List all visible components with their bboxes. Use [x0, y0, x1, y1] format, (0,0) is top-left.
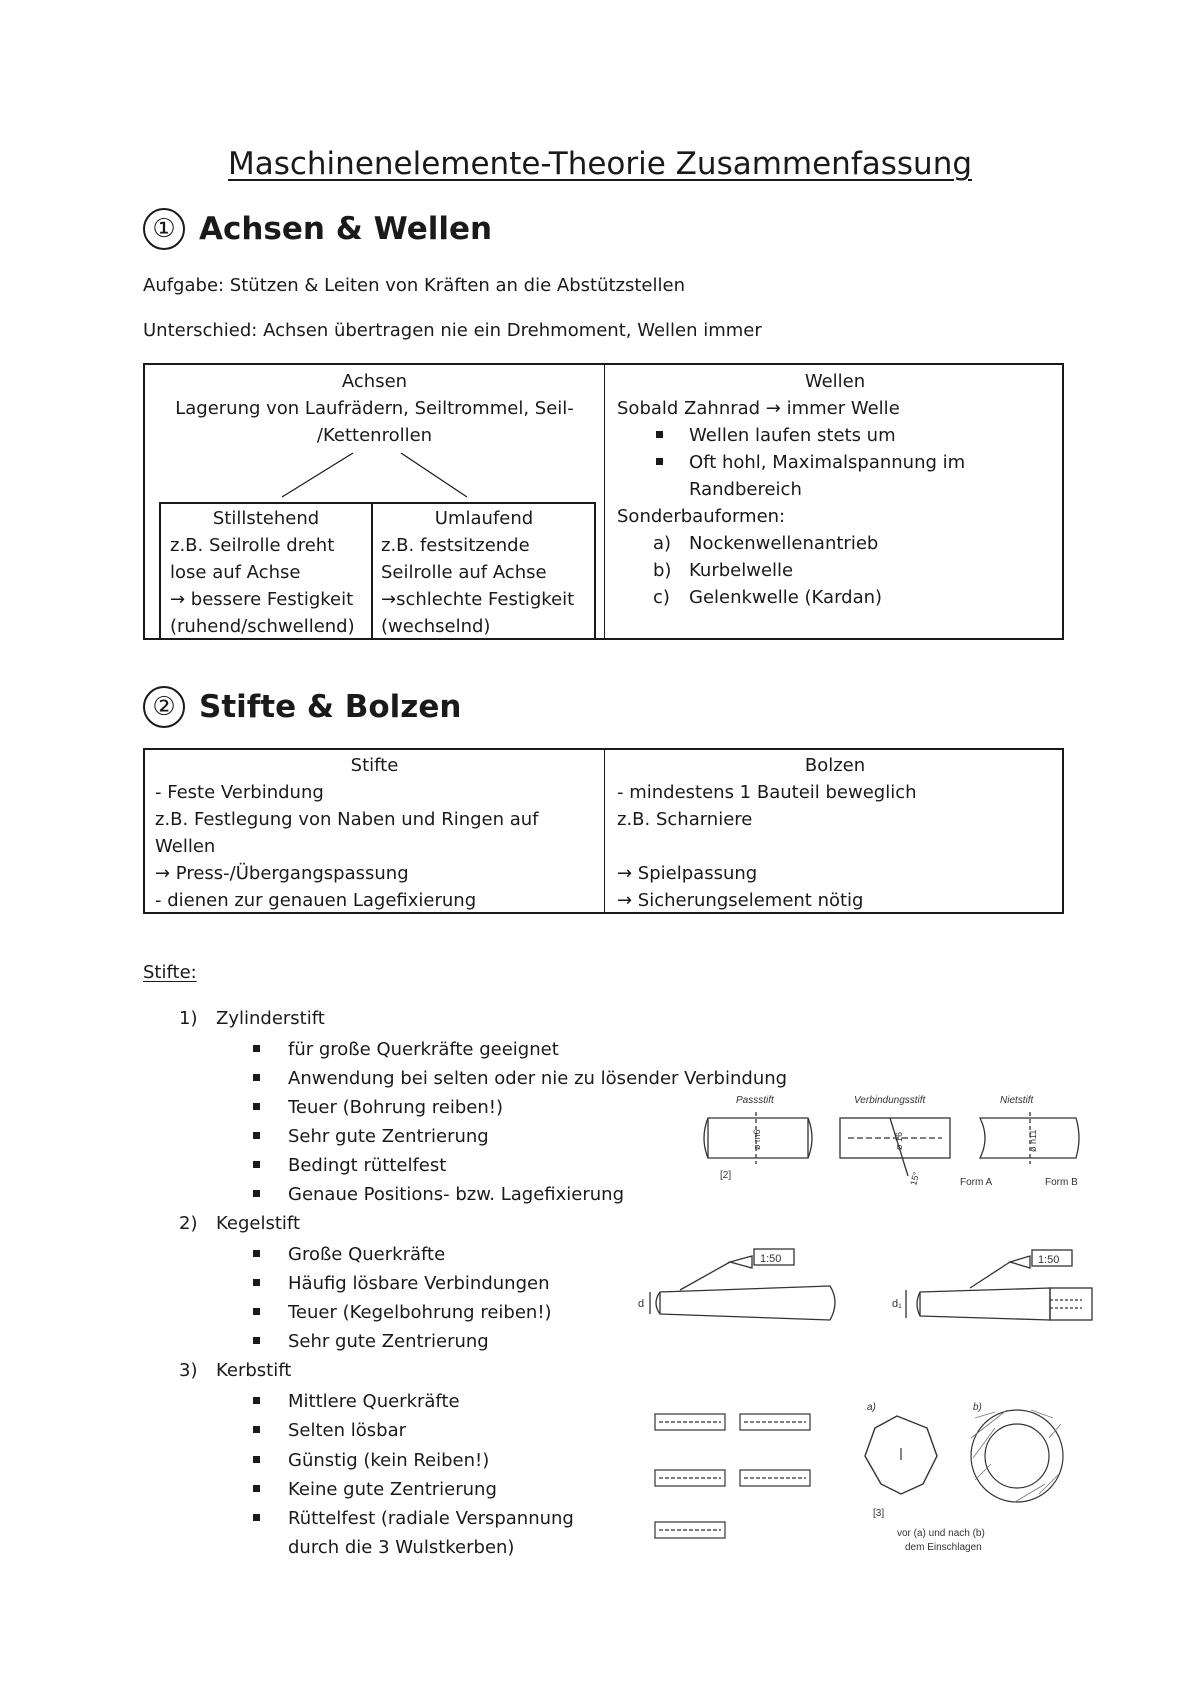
wellen-header: Wellen — [804, 371, 866, 392]
wellen-bullet: Wellen laufen stets um — [689, 425, 896, 446]
bolzen-line: z.B. Scharniere — [617, 809, 753, 830]
bullet-icon — [253, 1308, 260, 1315]
bullet-icon — [253, 1132, 260, 1139]
taper-label: 1:50 — [1038, 1254, 1060, 1266]
list-item: Mittlere Querkräfte — [288, 1391, 460, 1412]
figure-label: Passstift — [736, 1095, 774, 1106]
kegelstift-figure — [620, 1240, 1100, 1330]
figure-caption: dem Einschlagen — [905, 1542, 982, 1553]
stillstehend-line: lose auf Achse — [170, 562, 301, 583]
achsen-line: Lagerung von Laufrädern, Seiltrommel, Seil- — [175, 398, 574, 419]
page-title: Maschinenelemente-Theorie Zusammenfassung — [227, 146, 973, 182]
umlaufend-line: →schlechte Festigkeit — [381, 589, 575, 610]
figure-label: 15° — [908, 1170, 922, 1187]
bullet-icon — [253, 1161, 260, 1168]
sonder-item-label: a) — [653, 533, 672, 554]
bullet-icon — [253, 1337, 260, 1344]
list-item: Genaue Positions- bzw. Lagefixierung — [288, 1184, 624, 1205]
stifte-subheading: Stifte: — [143, 962, 197, 983]
achsen-wellen-table — [143, 363, 1064, 640]
stifte-line: - Feste Verbindung — [155, 782, 324, 803]
sonder-item-label: c) — [653, 587, 670, 608]
umlaufend-line: Seilrolle auf Achse — [381, 562, 547, 583]
sonderbauformen-label: Sonderbauformen: — [617, 506, 786, 527]
table-divider — [604, 750, 605, 912]
sonder-item-text: Kurbelwelle — [689, 560, 794, 581]
sonder-item-text: Gelenkwelle (Kardan) — [689, 587, 883, 608]
bolzen-header: Bolzen — [804, 755, 866, 776]
figure-label: Form B — [1045, 1177, 1078, 1188]
achsen-line: /Kettenrollen — [316, 425, 433, 446]
bullet-icon — [656, 458, 663, 465]
section-heading-stifte-bolzen — [143, 686, 461, 728]
stillstehend-line: → bessere Festigkeit — [170, 589, 354, 610]
list-item: Günstig (kein Reiben!) — [288, 1450, 490, 1471]
figure-label: a) — [867, 1402, 876, 1413]
list-item: Große Querkräfte — [288, 1244, 446, 1265]
stillstehend-header: Stillstehend — [212, 508, 320, 529]
stifte-line: z.B. Festlegung von Naben und Ringen auf — [155, 809, 539, 830]
figure-label: Nietstift — [1000, 1095, 1034, 1106]
list-item: Selten lösbar — [288, 1420, 407, 1441]
figure-ref: [3] — [873, 1508, 885, 1519]
umlaufend-line: z.B. festsitzende — [381, 535, 530, 556]
figure-caption: vor (a) und nach (b) — [897, 1528, 985, 1539]
list-number: 2) — [179, 1213, 198, 1234]
figure-label: ø 16 — [894, 1131, 904, 1150]
list-item: Sehr gute Zentrierung — [288, 1331, 489, 1352]
section-number: ② — [143, 686, 185, 728]
kerbstift-figure — [635, 1398, 1085, 1563]
figure-ref: [2] — [720, 1170, 732, 1181]
bullet-icon — [253, 1250, 260, 1257]
bullet-icon — [253, 1074, 260, 1081]
list-item: Keine gute Zentrierung — [288, 1479, 497, 1500]
list-item: Bedingt rüttelfest — [288, 1155, 447, 1176]
stift-name: Zylinderstift — [216, 1008, 325, 1029]
stifte-bolzen-table — [143, 748, 1064, 914]
bullet-icon — [253, 1103, 260, 1110]
stifte-header: Stifte — [350, 755, 399, 776]
list-item: für große Querkräfte geeignet — [288, 1039, 559, 1060]
list-item: Sehr gute Zentrierung — [288, 1126, 489, 1147]
unterschied-text: Unterschied: Achsen übertragen nie ein Drehmoment, Wellen immer — [143, 320, 762, 341]
achsen-subtable — [159, 502, 596, 640]
table-divider — [604, 365, 605, 638]
umlaufend-line: (wechselnd) — [381, 616, 491, 637]
bolzen-line: - mindestens 1 Bauteil beweglich — [617, 782, 917, 803]
wellen-bullet: Oft hohl, Maximalspannung im — [689, 452, 966, 473]
list-item: Rüttelfest (radiale Verspannung — [288, 1508, 574, 1529]
list-item: Anwendung bei selten oder nie zu lösender Verbindung — [288, 1068, 788, 1089]
dimension-label: d₁ — [892, 1298, 902, 1310]
figure-label: b) — [973, 1402, 982, 1413]
bullet-icon — [253, 1456, 260, 1463]
list-item: Häufig lösbare Verbindungen — [288, 1273, 550, 1294]
bullet-icon — [253, 1279, 260, 1286]
bullet-icon — [253, 1190, 260, 1197]
bullet-icon — [253, 1397, 260, 1404]
aufgabe-text: Aufgabe: Stützen & Leiten von Kräften an die Abstützstellen — [143, 275, 685, 296]
taper-label: 1:50 — [760, 1253, 782, 1265]
stifte-line: - dienen zur genauen Lagefixierung — [155, 890, 477, 911]
list-item: Teuer (Kegelbohrung reiben!) — [288, 1302, 552, 1323]
section-heading-achsen-wellen — [143, 208, 492, 250]
stillstehend-line: z.B. Seilrolle dreht — [170, 535, 335, 556]
figure-label: ø m6 — [752, 1129, 762, 1150]
list-item: Teuer (Bohrung reiben!) — [288, 1097, 503, 1118]
stillstehend-line: (ruhend/schwellend) — [170, 616, 355, 637]
section-title: Achsen & Wellen — [199, 211, 493, 247]
stift-name: Kegelstift — [216, 1213, 300, 1234]
section-title: Stifte & Bolzen — [199, 689, 462, 725]
bullet-icon — [253, 1514, 260, 1521]
wellen-line: Sobald Zahnrad → immer Welle — [617, 398, 900, 419]
list-number: 1) — [179, 1008, 198, 1029]
zylinderstift-figure — [690, 1090, 1090, 1195]
list-item: durch die 3 Wulstkerben) — [288, 1537, 515, 1558]
sonder-item-text: Nockenwellenantrieb — [689, 533, 879, 554]
dimension-label: d — [638, 1298, 645, 1310]
figure-label: Verbindungsstift — [854, 1095, 926, 1106]
section-number: ① — [143, 208, 185, 250]
stift-name: Kerbstift — [216, 1360, 292, 1381]
bolzen-line: → Sicherungselement nötig — [617, 890, 864, 911]
sonder-item-label: b) — [653, 560, 672, 581]
branch-lines — [145, 449, 604, 501]
bullet-icon — [656, 431, 663, 438]
list-number: 3) — [179, 1360, 198, 1381]
bolzen-line: → Spielpassung — [617, 863, 758, 884]
stifte-line: → Press-/Übergangspassung — [155, 863, 409, 884]
wellen-bullet: Randbereich — [689, 479, 802, 500]
figure-label: Form A — [960, 1177, 993, 1188]
bullet-icon — [253, 1045, 260, 1052]
figure-label: ø h11 — [1028, 1129, 1038, 1152]
bullet-icon — [253, 1485, 260, 1492]
stifte-line: Wellen — [155, 836, 216, 857]
bullet-icon — [253, 1426, 260, 1433]
umlaufend-header: Umlaufend — [434, 508, 534, 529]
achsen-header: Achsen — [341, 371, 408, 392]
